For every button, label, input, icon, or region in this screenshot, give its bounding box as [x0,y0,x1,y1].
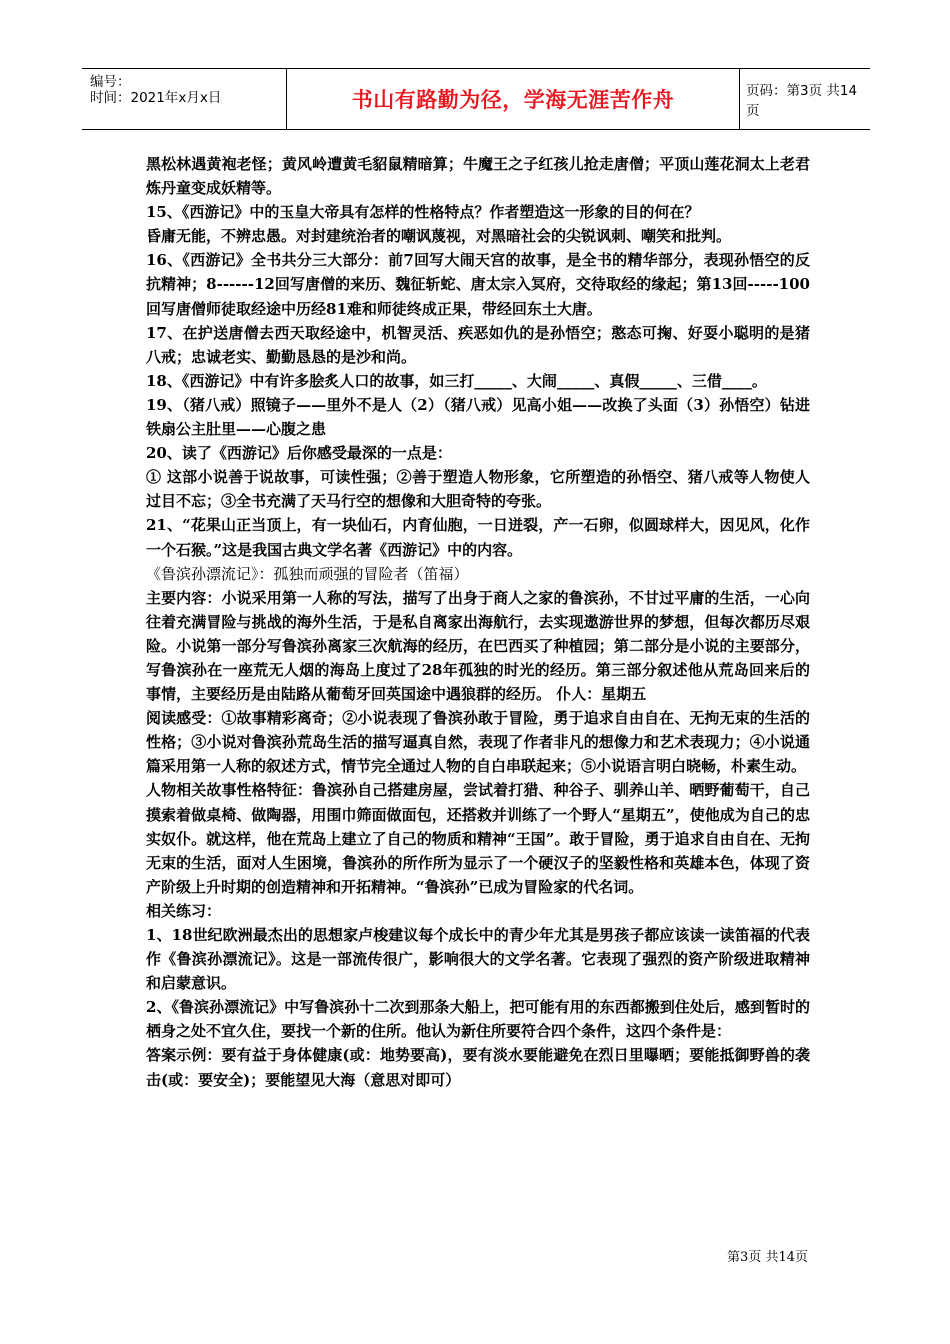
header-meta [82,69,286,129]
item-17: 17、在护送唐僧去西天取经途中，机智灵活、疾恶如仇的是孙悟空；憨态可掬、好耍小聪明的是猪八戒；忠诚老实、勤勤恳恳的是沙和尚。 [146,323,810,366]
page-header [82,68,870,130]
answer-15: 昏庸无能，不辨忠愚。对封建统治者的嘲讽蔑视，对黑暗社会的尖锐讽刺、嘲笑和批判。 [146,227,732,246]
exercise-1: 1、18世纪欧洲最杰出的思想家卢梭建议每个成长中的青少年尤其是男孩子都应该读一读笛福的代表作《鲁滨孙漂流记》。这是一部流传很广，影响很大的文学名著。它表现了强烈的资产阶级进取精神和启蒙意识。 [146,926,810,993]
item-21: 21、“花果山正当顶上，有一块仙石，内育仙胞，一日迸裂，产一石卵，似圆球样大，因见风，化作一个石猴。”这是我国古典文学名著《西游记》中的内容。 [146,516,810,559]
header-motto: 书山有路勤为径，学海无涯苦作舟 [351,88,675,112]
page-footer: 第3页 共14页 [727,1250,808,1265]
main-content: 主要内容：小说采用第一人称的写法，描写了出身于商人之家的鲁滨孙，不甘过平庸的生活，一心向往着充满冒险与挑战的海外生活，于是私自离家出海航行，去实现遨游世界的梦想，但每次都历尽艰险。小说第一部分写鲁滨孙离家三次航海的经历，在巴西买了种植园；第二部分是小说的主要部分，写鲁滨孙在一座荒无人烟的海岛上度过了28年孤独的时光的经历。第三部分叙述他从荒岛回来后的事情，主要经历是由陆路从葡萄牙回英国途中遇狼群的经历。 仆人：星期五 [146,588,810,704]
header-time-label: 时间：2021年x月x日 [90,90,222,106]
item-18: 18、《西游记》中有许多脍炙人口的故事，如三打_____、大闹_____、真假_____、三借____。 [146,371,767,390]
answer-20: ① 这部小说善于说故事，可读性强；②善于塑造人物形象，它所塑造的孙悟空、猪八戒等人物使人过目不忘；③全书充满了天马行空的想像和大胆奇特的夸张。 [146,468,810,511]
header-page-cell [738,69,870,129]
question-15: 15、《西游记》中的玉皇大帝具有怎样的性格特点？作者塑造这一形象的目的何在？ [146,203,700,222]
paragraph: 黑松林遇黄袍老怪；黄风岭遭黄毛貂鼠精暗算；牛魔王之子红孩儿抢走唐僧；平顶山莲花洞太上老君炼丹童变成妖精等。 [146,155,810,198]
character-traits: 人物相关故事性格特征：鲁滨孙自己搭建房屋，尝试着打猎、种谷子、驯养山羊、晒野葡萄干，自己摸索着做桌椅、做陶器，用围巾筛面做面包，还搭救并训练了一个野人“星期五”，使他成为自己的忠实奴仆。就这样，他在荒岛上建立了自己的物质和精神“王国”。敢于冒险，勇于追求自由自在、无拘无束的生活，面对人生困境，鲁滨孙的所作所为显示了一个硬汉子的坚毅性格和英雄本色，体现了资产阶级上升时期的创造精神和开拓精神。“鲁滨孙”已成为冒险家的代名词。 [146,781,810,896]
header-page-label: 页码：第3页 共14页 [746,83,858,119]
item-16: 16、《西游记》全书共分三大部分：前7回写大闹天宫的故事，是全书的精华部分，表现孙悟空的反抗精神；8------12回写唐僧的来历、魏征斩蛇、唐太宗入冥府，交待取经的缘起；第13回-----100回写唐僧师徒取经途中历经81难和师徒终成正果，带经回东土大唐。 [146,251,810,318]
reading-reflection: 阅读感受：①故事精彩离奇；②小说表现了鲁滨孙敢于冒险，勇于追求自由自在、无拘无束的生活的性格；③小说对鲁滨孙荒岛生活的描写逼真自然，表现了作者非凡的想像力和艺术表现力；④小说通篇采用第一人称的叙述方式，情节完全通过人物的自白串联起来；⑤小说语言明白晓畅，朴素生动。 [146,709,810,776]
exercise-2: 2、《鲁滨孙漂流记》中写鲁滨孙十二次到那条大船上，把可能有用的东西都搬到住处后，感到暂时的栖身之处不宜久住，要找一个新的住所。他认为新住所要符合四个条件，这四个条件是： [146,998,810,1041]
item-19: 19、（猪八戒）照镜子——里外不是人（2）（猪八戒）见高小姐——改换了头面（3）孙悟空）钻进铁扇公主肚里——心腹之患 [146,395,810,439]
document-body [146,152,810,1092]
exercises-heading: 相关练习： [146,901,222,920]
header-number-label: 编号： [90,74,131,90]
header-motto-cell [286,69,740,129]
exercise-2-answer: 答案示例：要有益于身体健康(或：地势要高)，要有淡水要能避免在烈日里曝晒；要能抵御野兽的袭击(或：要安全)；要能望见大海（意思对即可） [146,1046,810,1089]
item-20: 20、读了《西游记》后你感受最深的一点是： [146,444,452,463]
section-title: 《鲁滨孙漂流记》：孤独而顽强的冒险者（笛福） [146,564,469,583]
